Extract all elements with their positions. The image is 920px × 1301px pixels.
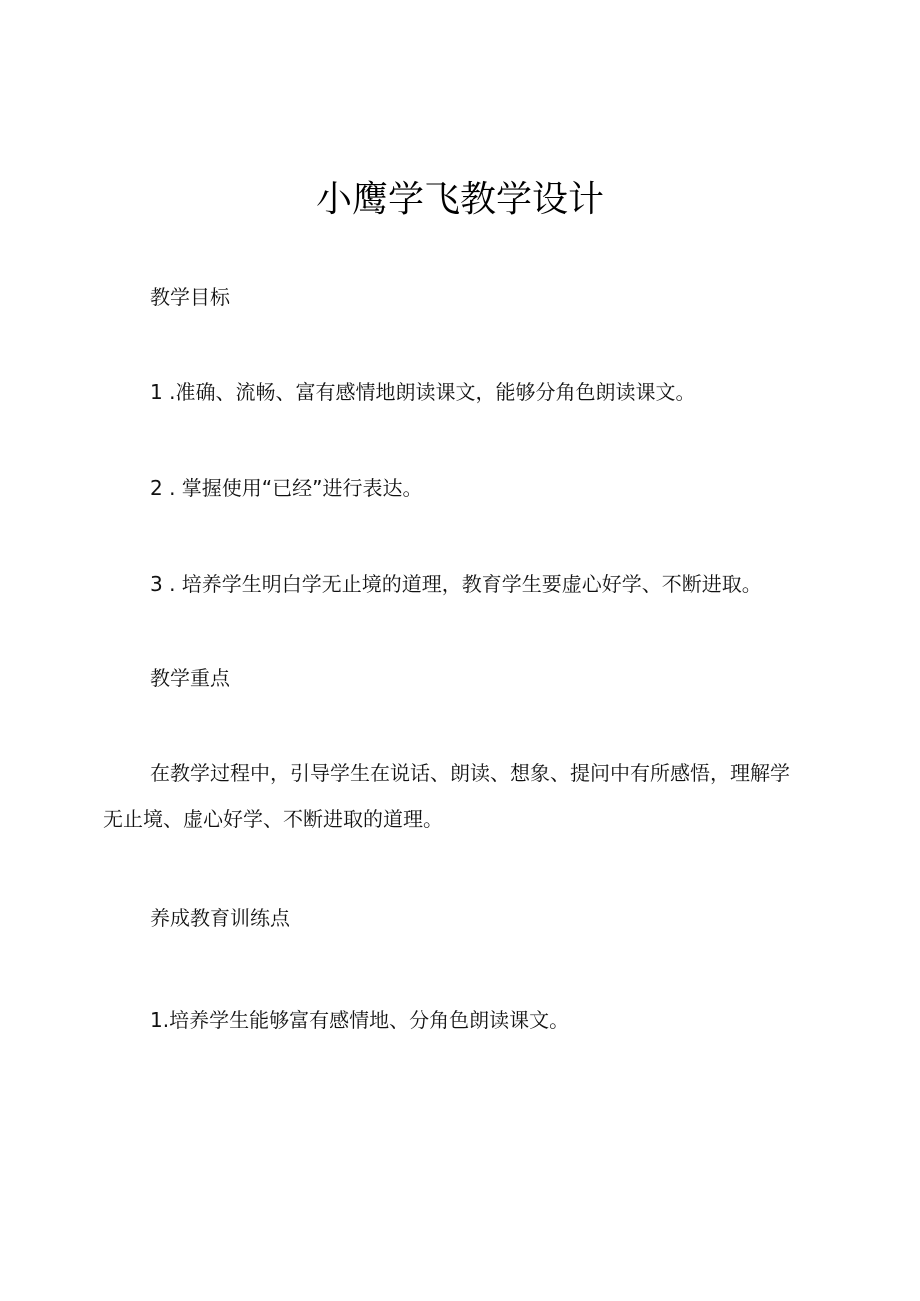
objective-item-3: 3 . 培养学生明白学无止境的道理，教育学生要虚心好学、不断进取。 [150,572,762,596]
objective-item-1: 1 .准确、流畅、富有感情地朗读课文，能够分角色朗读课文。 [150,380,696,404]
key-points-paragraph: 在教学过程中，引导学生在说话、朗读、想象、提问中有所感悟，理解学无止境、虚心好学、不断进取的道理。 [103,761,790,831]
objective-item-2: 2 . 掌握使用“已经”进行表达。 [150,476,423,500]
key-points-heading: 教学重点 [150,666,230,690]
training-item-1: 1.培养学生能够富有感情地、分角色朗读课文。 [150,1008,570,1032]
objectives-heading: 教学目标 [150,285,230,309]
document-title: 小鹰学飞教学设计 [315,179,604,220]
training-heading: 养成教育训练点 [150,906,290,930]
